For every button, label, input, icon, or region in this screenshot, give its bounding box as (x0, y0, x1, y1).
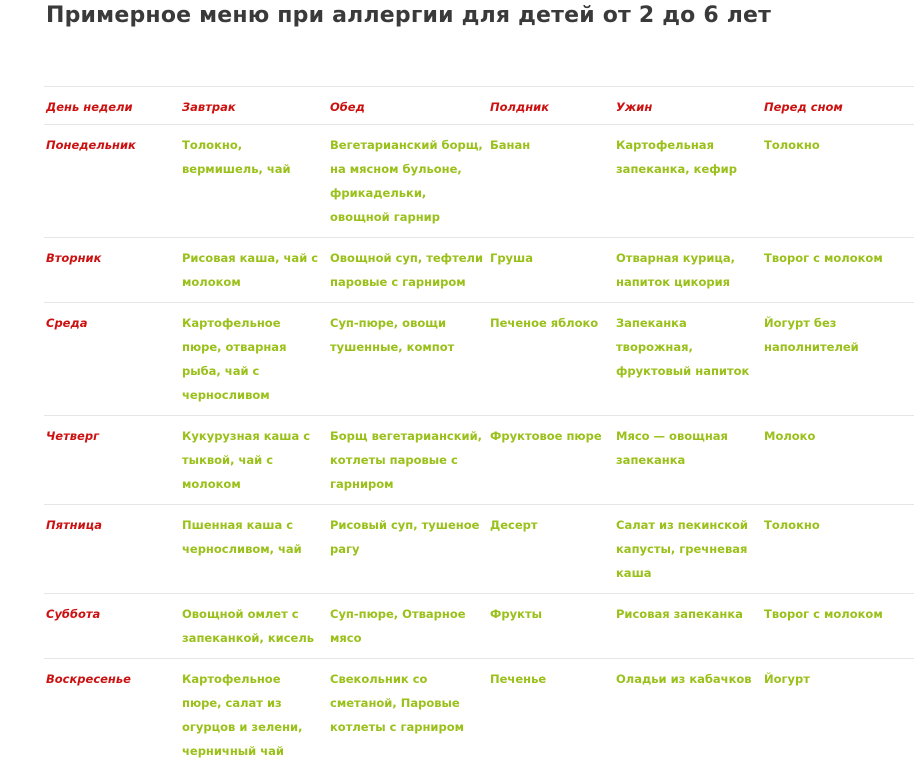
table-row (44, 594, 914, 659)
snack-cell: Печенье (488, 659, 614, 771)
table-row (44, 505, 914, 594)
day-cell: Воскресенье (44, 659, 180, 771)
header-snack: Полдник (488, 87, 614, 125)
dinner-cell: Отварная курица, напиток цикория (614, 238, 762, 303)
bedtime-cell: Йогурт без наполнителей (762, 303, 914, 416)
table-row (44, 303, 914, 416)
page-title: Примерное меню при аллергии для детей от 2 до 6 лет (46, 3, 771, 28)
breakfast-cell: Кукурузная каша с тыквой, чай с молоком (180, 416, 328, 505)
breakfast-cell: Рисовая каша, чай с молоком (180, 238, 328, 303)
dinner-cell: Картофельная запеканка, кефир (614, 125, 762, 238)
header-lunch: Обед (328, 87, 488, 125)
lunch-cell: Суп-пюре, овощи тушенные, компот (328, 303, 488, 416)
menu-table (44, 86, 914, 771)
lunch-cell: Свекольник со сметаной, Паровые котлеты с гарниром (328, 659, 488, 771)
day-cell: Среда (44, 303, 180, 416)
dinner-cell: Салат из пекинской капусты, гречневая каша (614, 505, 762, 594)
lunch-cell: Суп-пюре, Отварное мясо (328, 594, 488, 659)
dinner-cell: Мясо — овощная запеканка (614, 416, 762, 505)
day-cell: Четверг (44, 416, 180, 505)
table-row (44, 659, 914, 771)
lunch-cell: Рисовый суп, тушеное рагу (328, 505, 488, 594)
snack-cell: Фруктовое пюре (488, 416, 614, 505)
table-row (44, 238, 914, 303)
bedtime-cell: Толокно (762, 505, 914, 594)
breakfast-cell: Картофельное пюре, отварная рыба, чай с черносливом (180, 303, 328, 416)
day-cell: Суббота (44, 594, 180, 659)
snack-cell: Фрукты (488, 594, 614, 659)
snack-cell: Груша (488, 238, 614, 303)
table-row (44, 416, 914, 505)
dinner-cell: Запеканка творожная, фруктовый напиток (614, 303, 762, 416)
bedtime-cell: Творог с молоком (762, 238, 914, 303)
header-bedtime: Перед сном (762, 87, 914, 125)
header-dinner: Ужин (614, 87, 762, 125)
lunch-cell: Овощной суп, тефтели паровые с гарниром (328, 238, 488, 303)
day-cell: Пятница (44, 505, 180, 594)
lunch-cell: Борщ вегетарианский, котлеты паровые с гарниром (328, 416, 488, 505)
dinner-cell: Оладьи из кабачков (614, 659, 762, 771)
header-day: День недели (44, 87, 180, 125)
snack-cell: Печеное яблоко (488, 303, 614, 416)
dinner-cell: Рисовая запеканка (614, 594, 762, 659)
snack-cell: Десерт (488, 505, 614, 594)
bedtime-cell: Творог с молоком (762, 594, 914, 659)
table-row (44, 125, 914, 238)
bedtime-cell: Йогурт (762, 659, 914, 771)
day-cell: Понедельник (44, 125, 180, 238)
table-header-row (44, 87, 914, 125)
snack-cell: Банан (488, 125, 614, 238)
header-breakfast: Завтрак (180, 87, 328, 125)
breakfast-cell: Овощной омлет с запеканкой, кисель (180, 594, 328, 659)
bedtime-cell: Молоко (762, 416, 914, 505)
breakfast-cell: Толокно, вермишель, чай (180, 125, 328, 238)
day-cell: Вторник (44, 238, 180, 303)
bedtime-cell: Толокно (762, 125, 914, 238)
breakfast-cell: Картофельное пюре, салат из огурцов и зелени, черничный чай (180, 659, 328, 771)
lunch-cell: Вегетарианский борщ, на мясном бульоне, фрикадельки, овощной гарнир (328, 125, 488, 238)
breakfast-cell: Пшенная каша с черносливом, чай (180, 505, 328, 594)
